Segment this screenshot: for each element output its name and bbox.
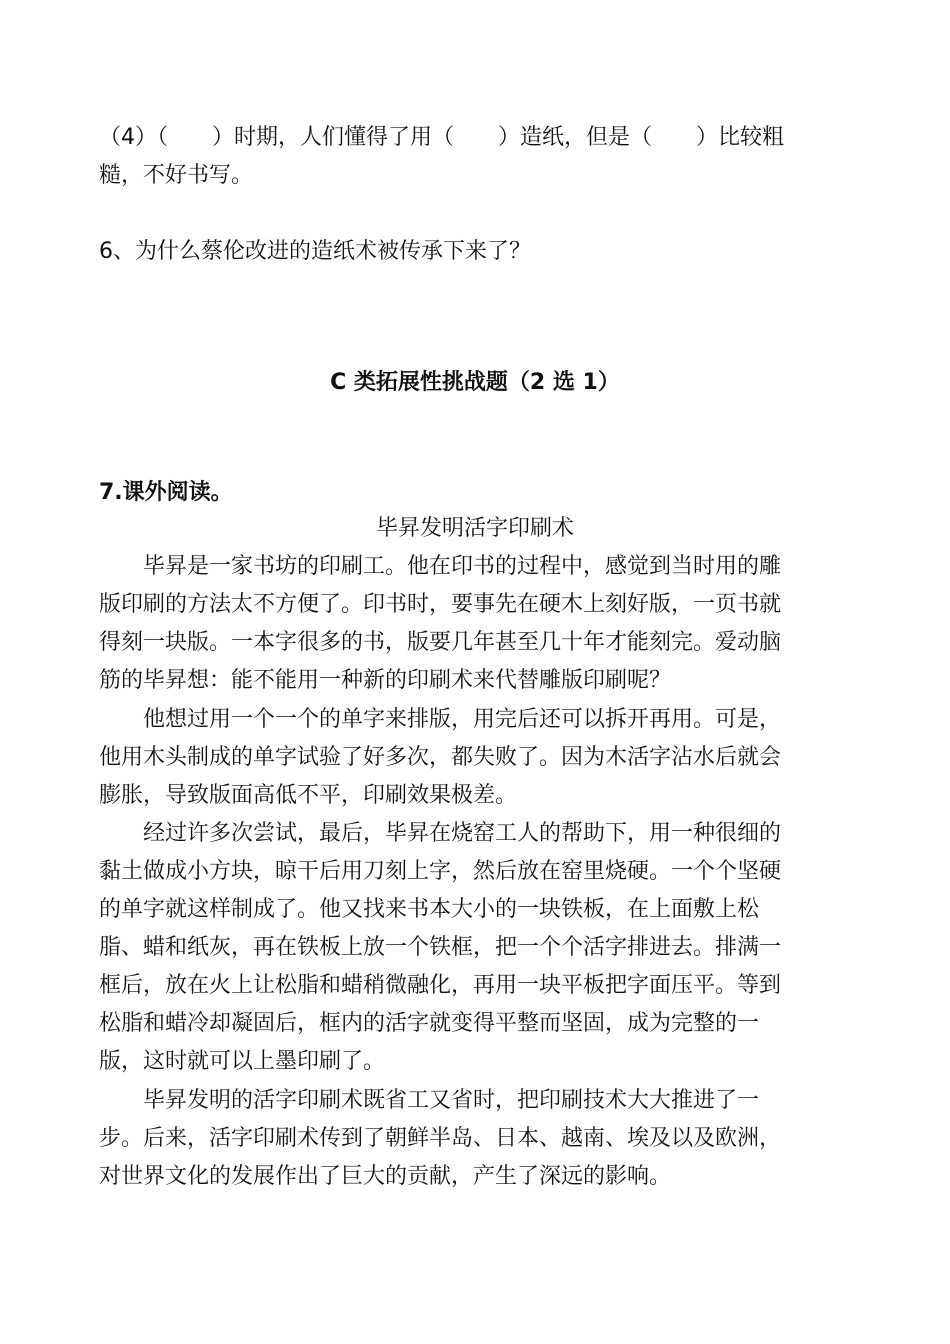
passage-title: 毕昇发明活字印刷术 xyxy=(375,516,574,541)
passage-line: 膨胀，导致版面高低不平，印刷效果极差。 xyxy=(99,783,518,808)
section-c-title: C 类拓展性挑战题（2 选 1） xyxy=(330,370,620,395)
passage-line: 毕昇是一家书坊的印刷工。他在印书的过程中，感觉到当时用的雕 xyxy=(143,554,782,579)
passage-line: 毕昇发明的活字印刷术既省工又省时，把印刷技术大大推进了一 xyxy=(143,1088,760,1113)
passage-line: 对世界文化的发展作出了巨大的贡献，产生了深远的影响。 xyxy=(99,1164,672,1189)
passage-line: 筋的毕昇想：能不能用一种新的印刷术来代替雕版印刷呢？ xyxy=(99,668,672,693)
passage-line: 脂、蜡和纸灰，再在铁板上放一个铁框，把一个个活字排进去。排满一 xyxy=(99,935,782,960)
passage-line: 他用木头制成的单字试验了好多次，都失败了。因为木活字沾水后就会 xyxy=(99,745,782,770)
question-4-line-1: （4）（ ）时期，人们懂得了用（ ）造纸，但是（ ）比较粗 xyxy=(99,125,784,150)
question-7-heading: 7.课外阅读。 xyxy=(99,480,233,505)
passage-line: 松脂和蜡冷却凝固后，框内的活字就变得平整而坚固，成为完整的一 xyxy=(99,1011,760,1036)
passage-line: 黏土做成小方块，晾干后用刀刻上字，然后放在窑里烧硬。一个个坚硬 xyxy=(99,859,782,884)
passage-line: 版印刷的方法太不方便了。印书时，要事先在硬木上刻好版，一页书就 xyxy=(99,592,782,617)
passage-line: 框后，放在火上让松脂和蜡稍微融化，再用一块平板把字面压平。等到 xyxy=(99,973,782,998)
passage-line: 版，这时就可以上墨印刷了。 xyxy=(99,1049,386,1074)
question-6: 6、为什么蔡伦改进的造纸术被传承下来了？ xyxy=(99,239,531,264)
passage-line: 他想过用一个一个的单字来排版，用完后还可以拆开再用。可是， xyxy=(143,707,782,732)
passage-line: 经过许多次尝试，最后，毕昇在烧窑工人的帮助下，用一种很细的 xyxy=(143,821,782,846)
passage-line: 的单字就这样制成了。他又找来书本大小的一块铁板，在上面敷上松 xyxy=(99,897,760,922)
passage-line: 得刻一块版。一本字很多的书，版要几年甚至几十年才能刻完。爱动脑 xyxy=(99,630,782,655)
passage-line: 步。后来，活字印刷术传到了朝鲜半岛、日本、越南、埃及以及欧洲， xyxy=(99,1126,782,1151)
question-4-line-2: 糙，不好书写。 xyxy=(99,163,254,188)
